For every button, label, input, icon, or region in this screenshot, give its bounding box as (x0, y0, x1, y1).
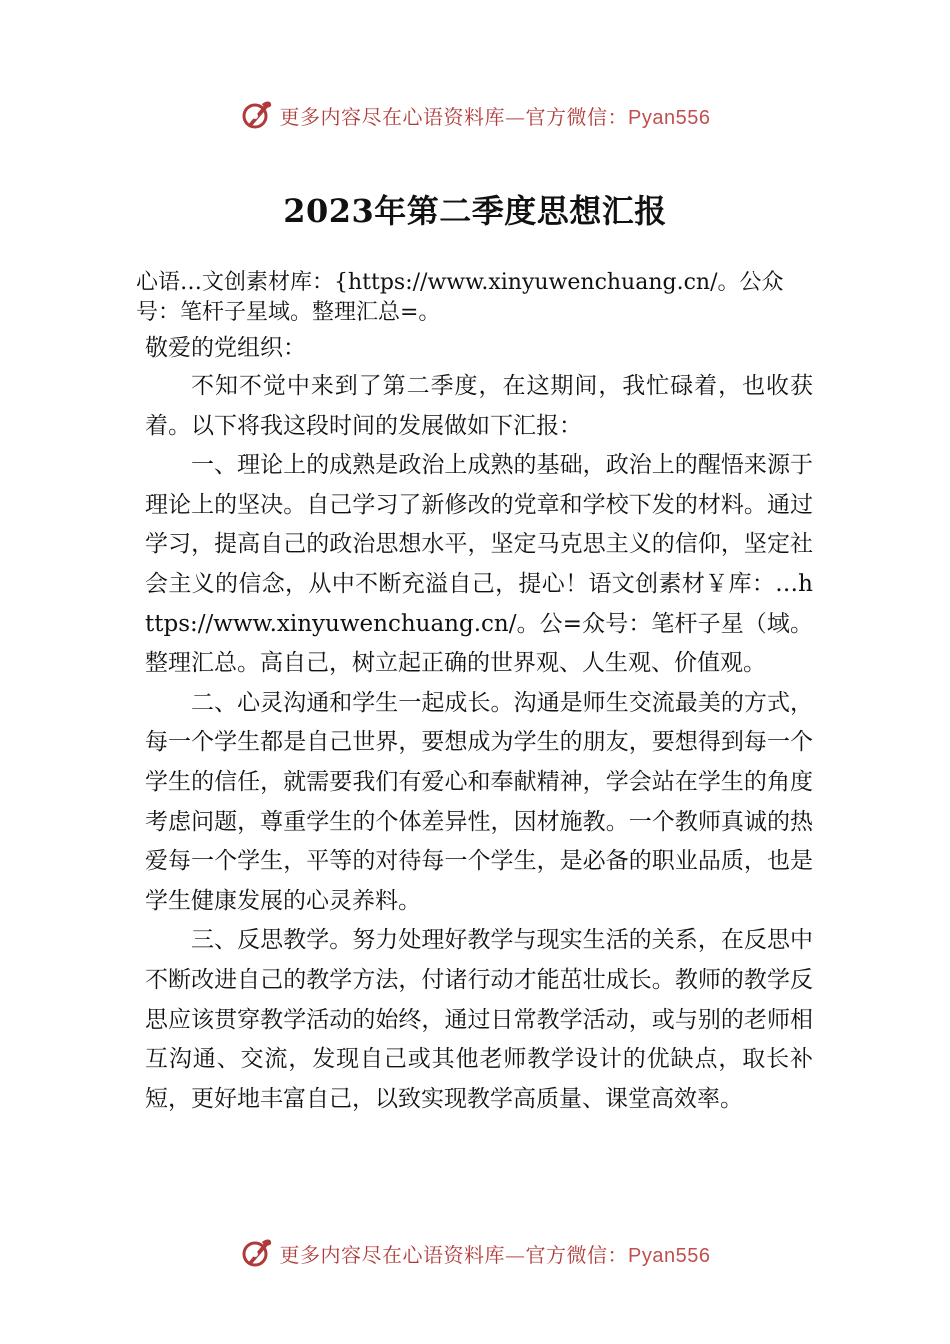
footer-banner-separator: — (505, 1242, 526, 1267)
header-banner-separator: — (505, 104, 526, 129)
header-banner-official-label: 官方微信： (525, 104, 629, 129)
header-banner-slogan: 更多内容尽在心语资料库 (279, 104, 506, 129)
quill-pen-logo-icon (240, 1236, 274, 1270)
paragraph-reflection: 三、反思教学。努力处理好教学与现实生活的关系，在反思中不断改进自己的教学方法，付诸行动才能茁壮成长。教师的教学反思应该贯穿教学活动的始终，通过日常教学活动，或与别的老师相互沟通、交流，发现自己或其他老师教学设计的优缺点，取长补短，更好地丰富自己，以致实现教学高质量、课堂高效率。 (145, 927, 813, 1112)
quill-pen-logo-icon (240, 98, 274, 132)
source-note: 心语…文创素材库：{https://www.xinyuwenchuang.cn/。公众号：笔杆子星域。整理汇总=。 (136, 270, 784, 325)
header-banner-handle: Pyan556 (628, 106, 711, 129)
footer-banner-slogan: 更多内容尽在心语资料库 (279, 1242, 506, 1267)
salutation: 敬爱的党组织： (145, 335, 306, 361)
footer-banner-text (280, 1239, 711, 1268)
header-banner-text (280, 101, 711, 130)
footer-banner-official-label: 官方微信： (525, 1242, 629, 1267)
document-body (145, 367, 813, 1119)
paragraph-intro: 不知不觉中来到了第二季度，在这期间，我忙碌着，也收获着。以下将我这段时间的发展做如下汇报： (145, 373, 813, 439)
paragraph-theory: 一、理论上的成熟是政治上成熟的基础，政治上的醒悟来源于理论上的坚决。自己学习了新修改的党章和学校下发的材料。通过学习，提高自己的政治思想水平，坚定马克思主义的信仰，坚定社会主义的信念，从中不断充溢自己，提心！语文创素材￥库：…https://www.xinyuwenchuang.cn/。公=众号：笔杆子星（域。整理汇总。高自己，树立起正确的世界观、人生观、价值观。 (145, 452, 813, 677)
document-title: 2023年第二季度思想汇报 (283, 192, 667, 230)
header-banner (0, 95, 950, 135)
footer-banner-handle: Pyan556 (628, 1244, 711, 1267)
footer-banner (0, 1233, 950, 1273)
paragraph-communication: 二、心灵沟通和学生一起成长。沟通是师生交流最美的方式，每一个学生都是自己世界，要想成为学生的朋友，要想得到每一个学生的信任，就需要我们有爱心和奉献精神，学会站在学生的角度考虑问题，尊重学生的个体差异性，因材施教。一个教师真诚的热爱每一个学生，平等的对待每一个学生，是必备的职业品质，也是学生健康发展的心灵养料。 (145, 689, 813, 914)
